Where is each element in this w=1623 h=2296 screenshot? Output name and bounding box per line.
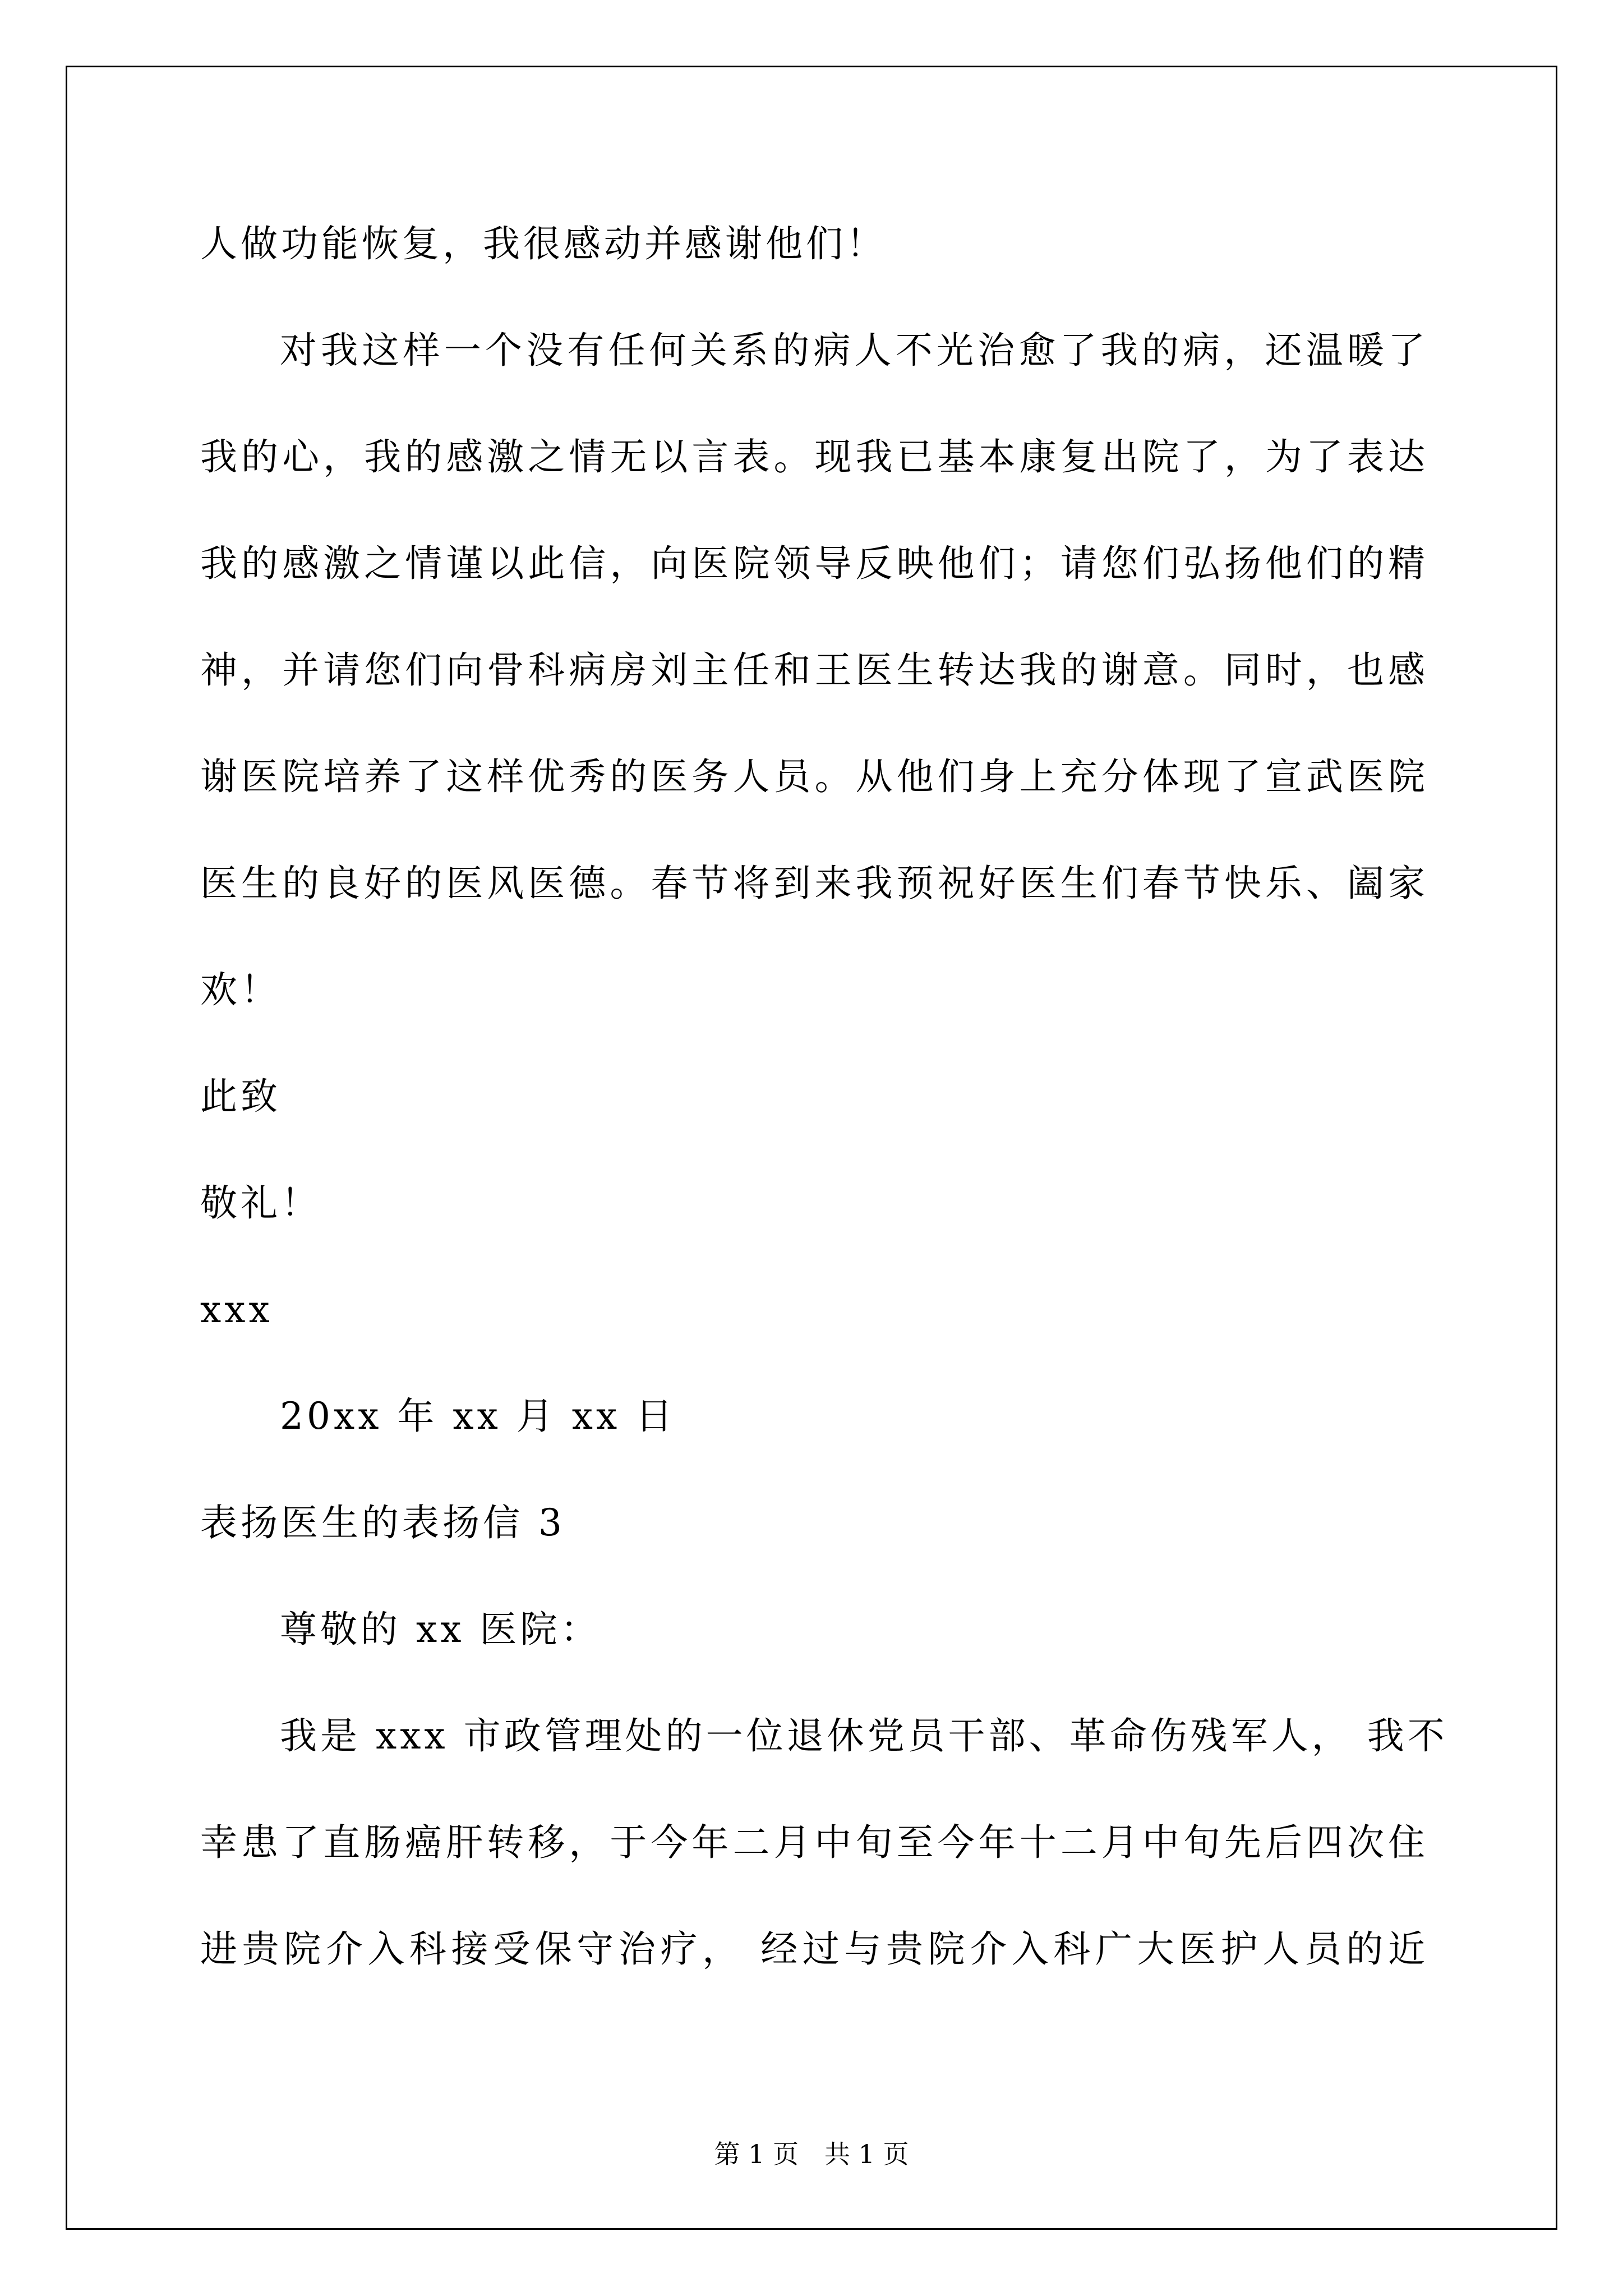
date-line: 20xx 年 xx 月 xx 日 [280, 1395, 676, 1438]
page-border [66, 66, 1557, 2230]
text-line: 人做功能恢复，我很感动并感谢他们！ [200, 222, 887, 265]
text-line: 进贵院介入科接受保守治疗， 经过与贵院介入科广大医护人员的近 [200, 1927, 1428, 1971]
text-line: 神，并请您们向骨科病房刘主任和王医生转达我的谢意。同时，也感 [200, 648, 1428, 692]
text-line: 对我这样一个没有任何关系的病人不光治愈了我的病，还温暖了 [280, 329, 1428, 372]
text-line: 我的感激之情谨以此信，向医院领导反映他们；请您们弘扬他们的精 [200, 542, 1428, 585]
page-number: 第 1 页 [714, 2139, 799, 2169]
section-heading: 表扬医生的表扬信 3 [200, 1501, 565, 1544]
text-line: 我的心，我的感激之情无以言表。现我已基本康复出院了，为了表达 [200, 435, 1428, 478]
text-line: 幸患了直肠癌肝转移，于今年二月中旬至今年十二月中旬先后四次住 [200, 1821, 1428, 1864]
page-footer [0, 2137, 1623, 2171]
text-line: 谢医院培养了这样优秀的医务人员。从他们身上充分体现了宣武医院 [200, 755, 1428, 798]
greeting-line: 尊敬的 xx 医院： [280, 1608, 601, 1651]
text-line: 我是 xxx 市政管理处的一位退休党员干部、革命伤残军人， 我不 [280, 1714, 1448, 1757]
text-line: 欢！ [200, 968, 281, 1011]
page-total: 共 1 页 [824, 2139, 909, 2169]
signature-line: xxx [200, 1288, 273, 1331]
salutation-line: 敬礼！ [200, 1181, 321, 1225]
text-line: 医生的良好的医风医德。春节将到来我预祝好医生们春节快乐、阖家 [200, 862, 1428, 905]
closing-line: 此致 [200, 1075, 281, 1118]
